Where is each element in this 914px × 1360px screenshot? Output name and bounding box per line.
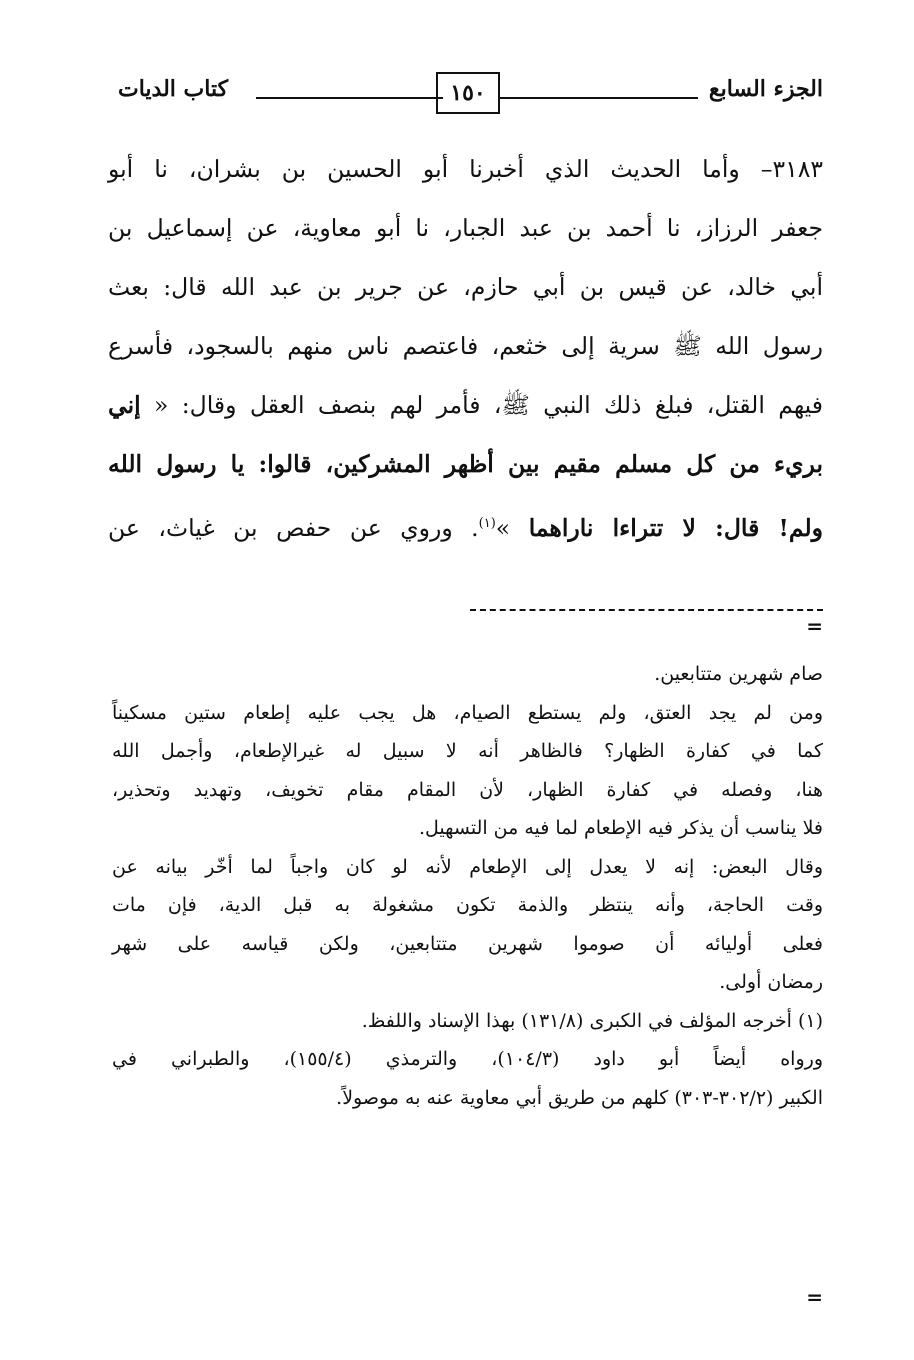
main-text xyxy=(108,140,823,553)
commentary-line: رمضان أولى. xyxy=(719,971,823,993)
commentary-line: صام شهرين متتابعين. xyxy=(654,663,823,685)
bottom-continuation-mark: = xyxy=(806,1285,823,1309)
header-rule-left xyxy=(256,97,443,99)
main-line-text: . وروي عن حفص بن غياث، عن xyxy=(108,513,479,542)
footnote-line: الكبير (٣٠٢/٢-٣٠٣) كلهم من طريق أبي معاوية عنه به موصولاً. xyxy=(336,1086,823,1109)
main-line-text: رسول الله ﷺ سرية إلى خثعم، فاعتصم ناس منهم بالسجود، فأسرع xyxy=(108,332,823,360)
footnote-line: (١) أخرجه المؤلف في الكبرى (١٣١/٨) بهذا الإسناد واللفظ. xyxy=(361,1009,823,1032)
commentary-line: هنا، وفصله في كفارة الظهار، لأن المقام مقام تخويف، وتهديد وتحذير، xyxy=(112,778,823,801)
page-number-box xyxy=(436,72,500,114)
hadith-bold-text: ولم! قال: لا تتراءا ناراهما xyxy=(528,513,823,542)
commentary-line: فعلى أوليائه أن صوموا شهرين متتابعين، ولكن قياسه على شهر xyxy=(112,932,823,955)
commentary-line: فلا يناسب أن يذكر فيه الإطعام لما فيه من التسهيل. xyxy=(418,817,823,839)
page-header xyxy=(118,70,823,120)
header-rule-right xyxy=(498,97,698,99)
book-title: كتاب الديات xyxy=(118,76,229,102)
main-line xyxy=(108,376,823,435)
main-line xyxy=(108,258,823,317)
main-line-text: ٣١٨٣– وأما الحديث الذي أخبرنا أبو الحسين بن بشران، نا أبو xyxy=(108,155,823,183)
main-line xyxy=(108,317,823,376)
commentary-line: وقت الحاجة، وأنه ينتظر والذمة تكون مشغولة به قبل الدية، فإن مات xyxy=(112,894,823,916)
continuation-mark: = xyxy=(806,614,823,638)
volume-label: الجزء السابع xyxy=(708,76,823,102)
quote-close: » xyxy=(495,513,529,542)
page-number: ١٥٠ xyxy=(450,80,486,106)
commentary-line: ومن لم يجد العتق، ولم يستطع الصيام، هل يجب عليه إطعام ستين مسكيناً xyxy=(112,701,823,724)
footnote-line: ورواه أيضاً أبو داود (١٠٤/٣)، والترمذي (١٥٥/٤)، والطبراني في xyxy=(112,1048,823,1070)
hadith-bold-text: بريء من كل مسلم مقيم بين أظهر المشركين، قالوا: يا رسول الله xyxy=(108,450,823,478)
main-line xyxy=(108,494,823,553)
commentary-line: كما في كفارة الظهار؟ فالظاهر أنه لا سبيل له غيرالإطعام، وأجمل الله xyxy=(112,740,823,762)
footnotes-area xyxy=(112,655,823,1117)
footnote-ref: (١) xyxy=(478,516,496,531)
main-line xyxy=(108,435,823,494)
footnote-separator xyxy=(470,605,823,638)
main-line-text: أبي خالد، عن قيس بن أبي حازم، عن جرير بن عبد الله قال: بعث xyxy=(108,273,823,301)
main-line xyxy=(108,199,823,258)
dashed-rule xyxy=(470,609,823,611)
main-line-text: جعفر الرزاز، نا أحمد بن عبد الجبار، نا أبو معاوية، عن إسماعيل بن xyxy=(108,214,823,242)
commentary-line: وقال البعض: إنه لا يعدل إلى الإطعام لأنه لو كان واجباً لما أخّر بيانه عن xyxy=(112,855,823,878)
main-line-text: فيهم القتل، فبلغ ذلك النبي ﷺ، فأمر لهم بنصف العقل وقال: « xyxy=(140,391,823,419)
main-line xyxy=(108,140,823,199)
hadith-bold-text: إني xyxy=(108,391,141,419)
